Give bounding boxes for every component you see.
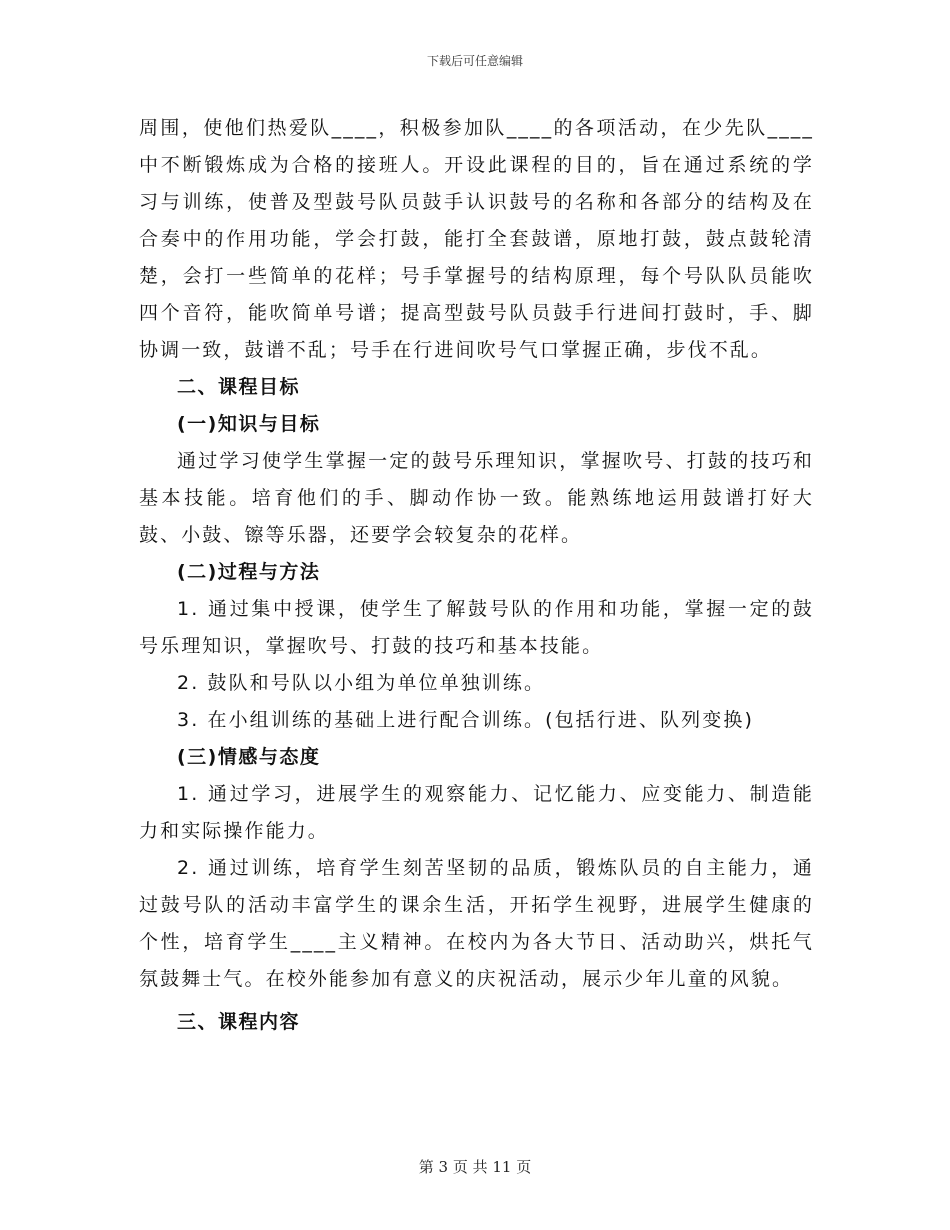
subheading-process-methods: (二)过程与方法 — [177, 561, 321, 583]
subheading-knowledge-goals: (一)知识与目标 — [177, 413, 321, 435]
paragraph-1: 周围，使他们热爱队____，积极参加队____的各项活动，在少先队____中不断锻炼成为合格的接班人。开设此课程的目的，旨在通过系统的学习与训练，使普及型鼓号队员鼓手认识鼓号的名称和各部分的结构及在合奏中的作用功能，学会打鼓，能打全套鼓谱，原地打鼓，鼓点鼓轮清楚，会打一些简单的花样；号手掌握号的结构原理，每个号队队员能吹四个音符，能吹简单号谱；提高型鼓号队员鼓手行进间打鼓时，手、脚协调一致，鼓谱不乱；号手在行进间吹号气口掌握正确，步伐不乱。 — [139, 117, 814, 361]
list-item-emotion-2: 2. 通过训练，培育学生刻苦坚韧的品质，锻炼队员的自主能力，通过鼓号队的活动丰富学生的课余生活，开拓学生视野，进展学生健康的个性，培育学生____主义精神。在校内为各大节日、活动助兴，烘托气氛鼓舞士气。在校外能参加有意义的庆祝活动，展示少年儿童的风貌。 — [139, 857, 814, 990]
section-heading-course-content: 三、课程内容 — [177, 1011, 301, 1033]
list-item-process-1: 1. 通过集中授课，使学生了解鼓号队的作用和功能，掌握一定的鼓号乐理知识，掌握吹号、打鼓的技巧和基本技能。 — [139, 598, 814, 657]
list-item-emotion-1: 1. 通过学习，进展学生的观察能力、记忆能力、应变能力、制造能力和实际操作能力。 — [139, 783, 814, 842]
document-body — [139, 110, 814, 1041]
list-item-process-2: 2. 鼓队和号队以小组为单位单独训练。 — [177, 672, 546, 694]
paragraph-knowledge: 通过学习使学生掌握一定的鼓号乐理知识，掌握吹号、打鼓的技巧和基本技能。培育他们的手、脚动作协一致。能熟练地运用鼓谱打好大鼓、小鼓、镲等乐器，还要学会较复杂的花样。 — [139, 450, 814, 546]
page-header: 下载后可任意编辑 — [426, 54, 523, 68]
list-item-process-3: 3. 在小组训练的基础上进行配合训练。(包括行进、队列变换) — [177, 709, 754, 731]
section-heading-course-goals: 二、课程目标 — [177, 376, 301, 398]
page-number: 第 3 页 共 11 页 — [418, 1158, 532, 1176]
subheading-emotion-attitude: (三)情感与态度 — [177, 746, 321, 768]
